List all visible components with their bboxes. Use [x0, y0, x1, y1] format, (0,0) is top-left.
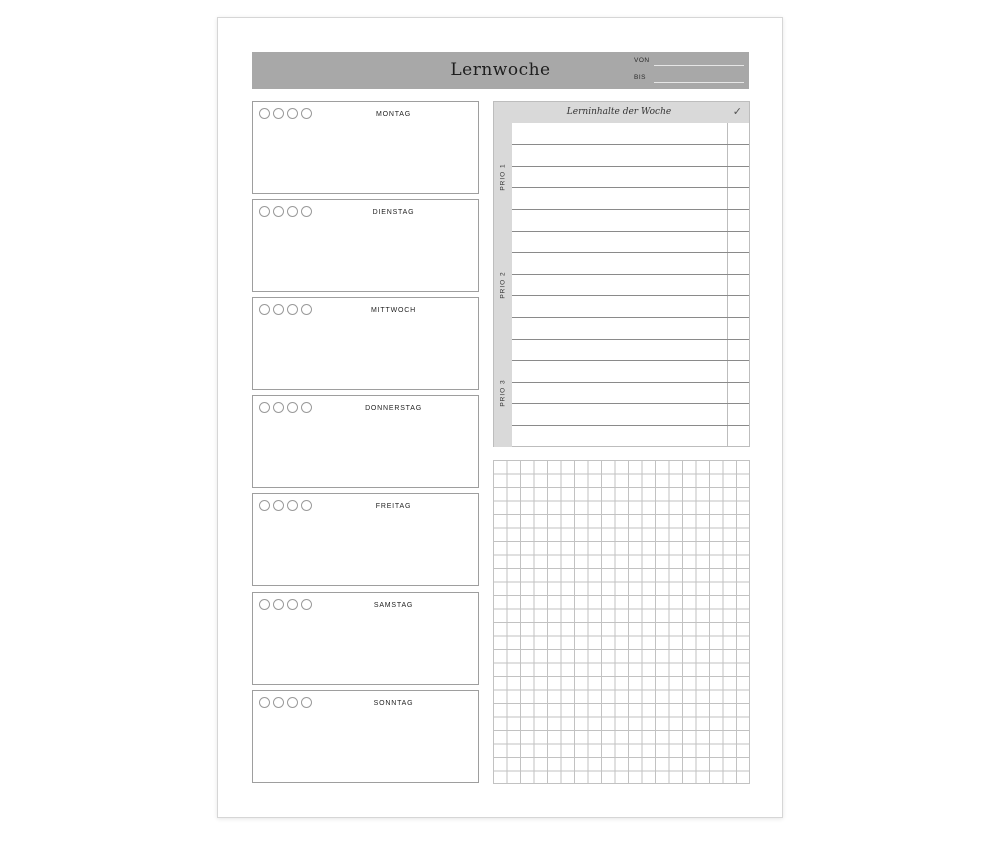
circle-icon[interactable] — [301, 697, 312, 708]
day-box-dienstag[interactable] — [252, 199, 479, 292]
day-name: SAMSTAG — [373, 602, 414, 609]
lerninhalte-header — [494, 102, 749, 123]
circle-group — [259, 108, 315, 120]
planner-sheet — [217, 17, 783, 818]
circle-icon[interactable] — [287, 402, 298, 413]
day-name: DIENSTAG — [372, 209, 415, 216]
circle-group — [259, 206, 315, 218]
circle-icon[interactable] — [273, 108, 284, 119]
circle-icon[interactable] — [301, 599, 312, 610]
circle-group — [259, 500, 315, 512]
circle-icon[interactable] — [273, 697, 284, 708]
day-box-sonntag[interactable] — [252, 690, 479, 783]
entry-line[interactable] — [512, 317, 749, 318]
entry-line[interactable] — [512, 382, 749, 383]
entry-line[interactable] — [512, 360, 749, 361]
entry-line[interactable] — [512, 274, 749, 275]
circle-icon[interactable] — [273, 599, 284, 610]
prio-label: PRIO 1 — [499, 163, 507, 191]
entry-line[interactable] — [512, 144, 749, 145]
check-icon: ✓ — [732, 106, 742, 118]
circle-icon[interactable] — [301, 108, 312, 119]
circle-icon[interactable] — [301, 402, 312, 413]
circle-icon[interactable] — [273, 206, 284, 217]
day-name: DONNERSTAG — [365, 405, 422, 412]
von-line — [654, 65, 744, 66]
day-name: SONNTAG — [373, 700, 414, 707]
circle-group — [259, 599, 315, 611]
circle-icon[interactable] — [259, 697, 270, 708]
von-label: VON — [634, 57, 650, 64]
circle-icon[interactable] — [287, 697, 298, 708]
circle-icon[interactable] — [273, 304, 284, 315]
circle-icon[interactable] — [259, 304, 270, 315]
header-bar — [252, 52, 749, 89]
circle-icon[interactable] — [287, 108, 298, 119]
circle-icon[interactable] — [287, 599, 298, 610]
lerninhalte-title: Lerninhalte der Woche — [566, 107, 672, 117]
day-name: FREITAG — [375, 503, 412, 510]
day-box-montag[interactable] — [252, 101, 479, 194]
circle-icon[interactable] — [301, 304, 312, 315]
day-box-mittwoch[interactable] — [252, 297, 479, 390]
entry-line[interactable] — [512, 295, 749, 296]
entry-line[interactable] — [512, 425, 749, 426]
bis-label: BIS — [634, 74, 646, 81]
circle-group — [259, 697, 315, 709]
prio-label: PRIO 3 — [499, 379, 507, 407]
day-name: MONTAG — [375, 111, 411, 118]
circle-icon[interactable] — [287, 304, 298, 315]
prio-2-band — [494, 231, 512, 339]
day-box-freitag[interactable] — [252, 493, 479, 586]
notes-grid[interactable] — [493, 460, 750, 784]
circle-group — [259, 402, 315, 414]
prio-1-band — [494, 123, 512, 231]
circle-icon[interactable] — [273, 500, 284, 511]
circle-icon[interactable] — [273, 402, 284, 413]
entry-line[interactable] — [512, 339, 749, 340]
entry-line[interactable] — [512, 231, 749, 232]
circle-icon[interactable] — [259, 599, 270, 610]
von-field[interactable] — [634, 57, 744, 67]
circle-icon[interactable] — [259, 500, 270, 511]
circle-icon[interactable] — [259, 402, 270, 413]
circle-icon[interactable] — [287, 500, 298, 511]
entry-line[interactable] — [512, 403, 749, 404]
day-name: MITTWOCH — [371, 307, 416, 314]
day-box-samstag[interactable] — [252, 592, 479, 685]
circle-group — [259, 304, 315, 316]
entry-line[interactable] — [512, 252, 749, 253]
circle-icon[interactable] — [259, 108, 270, 119]
circle-icon[interactable] — [259, 206, 270, 217]
lerninhalte-table — [493, 101, 750, 447]
entry-line[interactable] — [512, 187, 749, 188]
bis-line — [654, 82, 744, 83]
circle-icon[interactable] — [287, 206, 298, 217]
bis-field[interactable] — [634, 74, 744, 84]
day-box-donnerstag[interactable] — [252, 395, 479, 488]
page-title: Lernwoche — [450, 60, 551, 80]
prio-3-band — [494, 339, 512, 447]
prio-label: PRIO 2 — [499, 271, 507, 299]
entry-line[interactable] — [512, 166, 749, 167]
circle-icon[interactable] — [301, 206, 312, 217]
checkbox-column-divider — [727, 123, 728, 446]
entry-line[interactable] — [512, 209, 749, 210]
circle-icon[interactable] — [301, 500, 312, 511]
